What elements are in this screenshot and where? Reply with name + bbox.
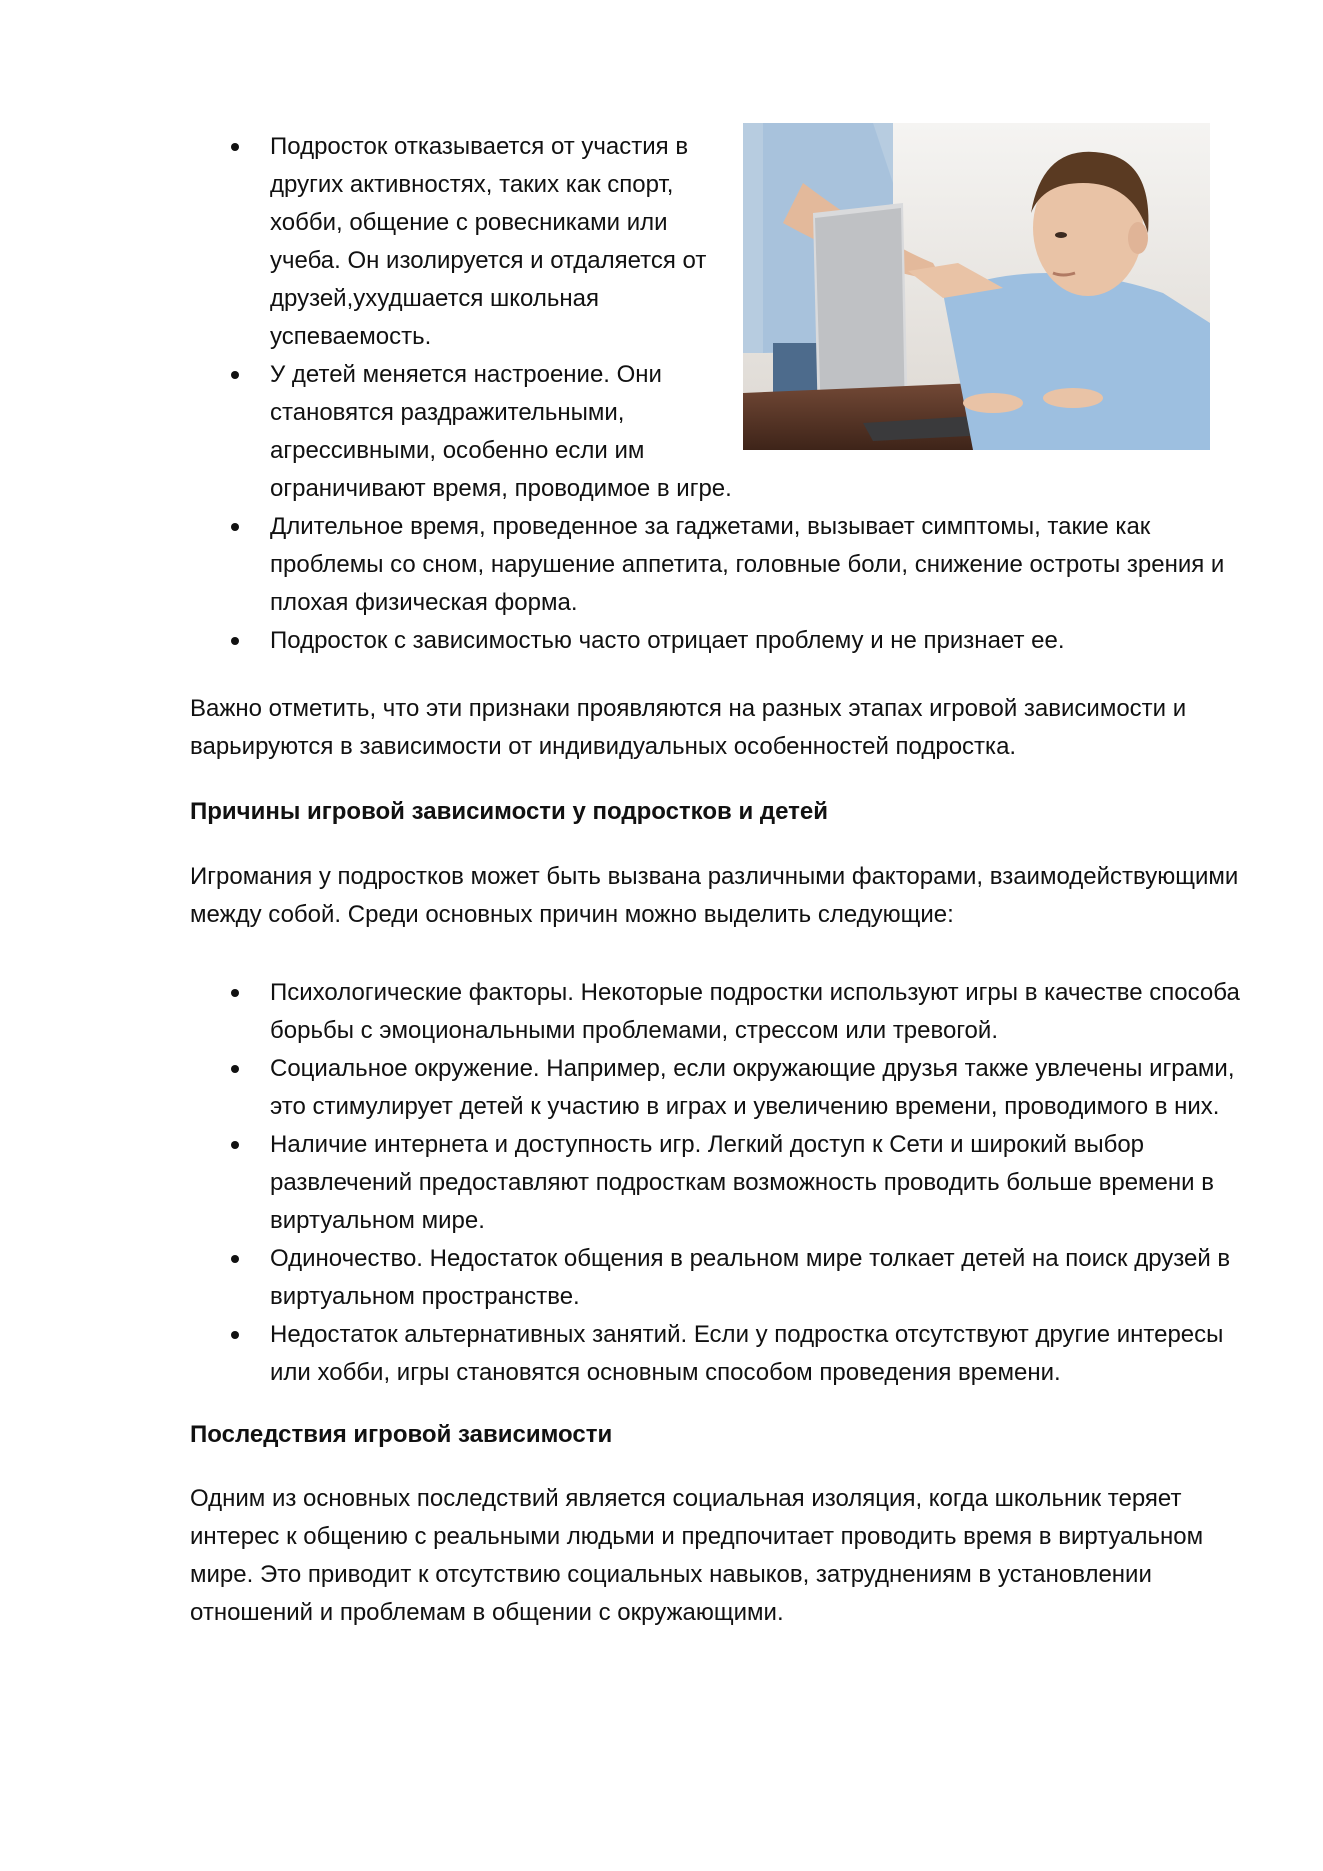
list-item: Подросток с зависимостью часто отрицает проблему и не признает ее. (270, 622, 1240, 660)
signs-list (190, 128, 1240, 660)
paragraph-causes-intro: Игромания у подростков может быть вызвана различными факторами, взаимодействующими между собой. Среди основных причин можно выделить следующие: (190, 863, 1239, 928)
list-item: Длительное время, проведенное за гаджетами, вызывает симптомы, такие как проблемы со сном, нарушение аппетита, головные боли, снижение остроты зрения и плохая физическая форма. (270, 508, 1240, 622)
causes-list (190, 974, 1240, 1392)
list-item: Психологические факторы. Некоторые подростки используют игры в качестве способа борьбы с эмоциональными проблемами, стрессом или тревогой. (270, 974, 1240, 1050)
heading-consequences: Последствия игровой зависимости (190, 1421, 613, 1448)
list-item: У детей меняется настроение. Они становятся раздражительными, агрессивными, особенно если им ограничивают время, проводимое в игре. (270, 356, 1240, 508)
list-item: Наличие интернета и доступность игр. Легкий доступ к Сети и широкий выбор развлечений предоставляют подросткам возможность проводить больше времени в виртуальном мире. (270, 1126, 1240, 1240)
list-item: Социальное окружение. Например, если окружающие друзья также увлечены играми, это стимулирует детей к участию в играх и увеличению времени, проводимого в них. (270, 1050, 1240, 1126)
heading-causes: Причины игровой зависимости у подростков и детей (190, 798, 828, 825)
list-item: Одиночество. Недостаток общения в реальном мире толкает детей на поиск друзей в виртуальном пространстве. (270, 1240, 1240, 1316)
list-item: Подросток отказывается от участия в других активностях, таких как спорт, хобби, общение с ровесниками или учеба. Он изолируется и отдаляется от друзей,ухудшается школьная успеваемость. (270, 128, 1240, 356)
page-content (190, 128, 1240, 1632)
paragraph-signs-note: Важно отметить, что эти признаки проявляются на разных этапах игровой зависимости и варьируются в зависимости от индивидуальных особенностей подростка. (190, 695, 1187, 760)
list-item: Недостаток альтернативных занятий. Если у подростка отсутствуют другие интересы или хобби, игры становятся основным способом проведения времени. (270, 1316, 1240, 1392)
paragraph-consequences: Одним из основных последствий является социальная изоляция, когда школьник теряет интерес к общению с реальными людьми и предпочитает проводить время в виртуальном мире. Это приводит к отсутствию социальных навыков, затруднениям в установлении отношений и проблемам в общении с окружающими. (190, 1485, 1204, 1626)
